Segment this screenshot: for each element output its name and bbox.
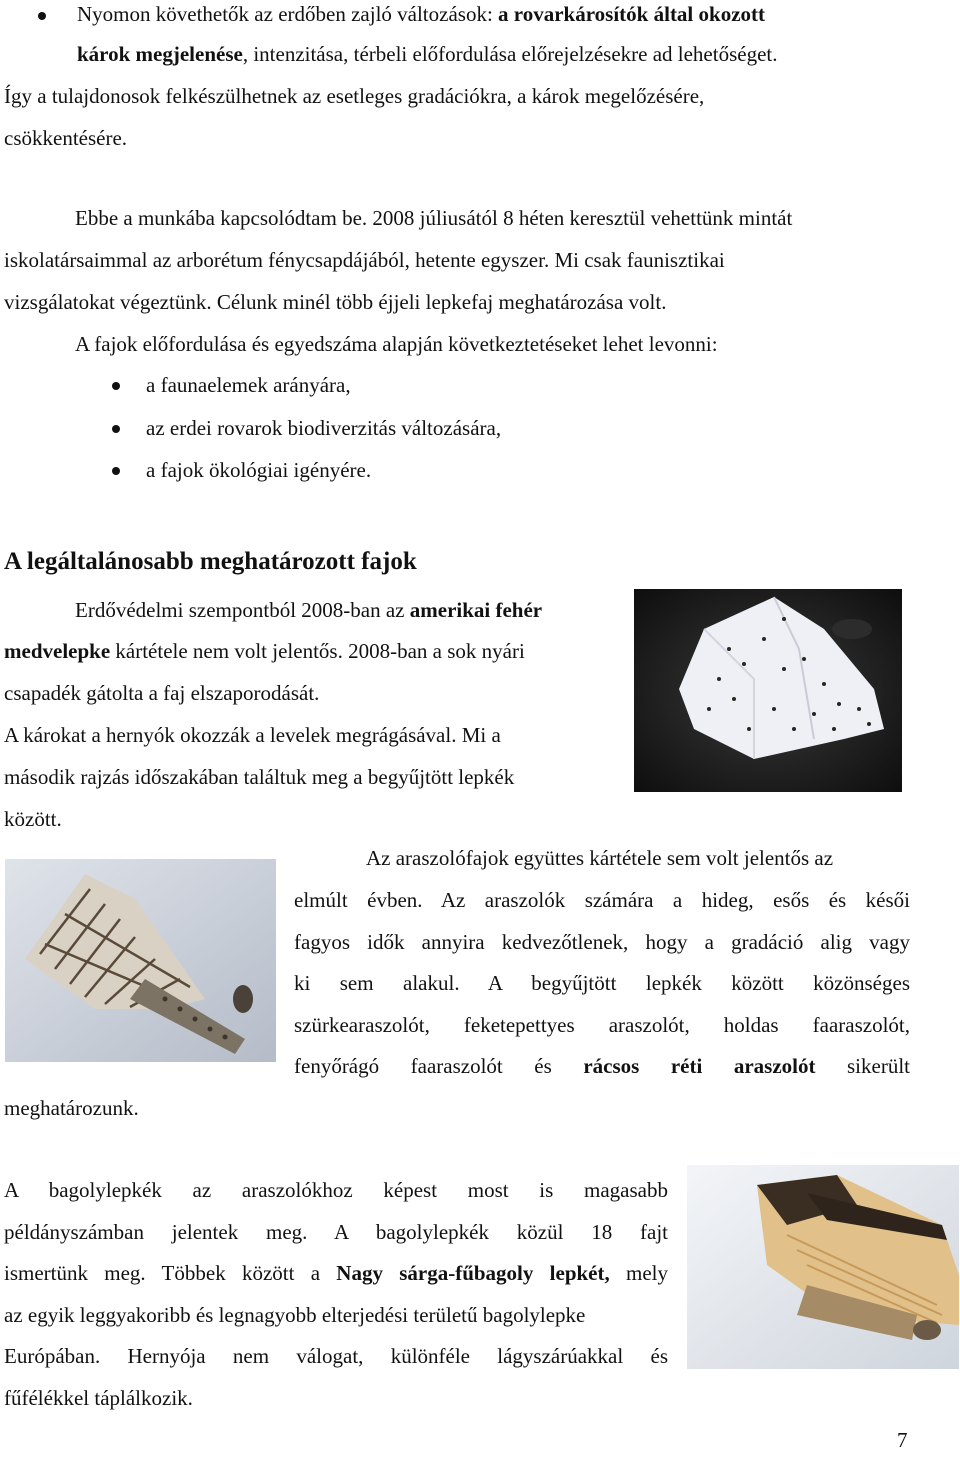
bullet-marker xyxy=(112,425,120,433)
noctuid-line-4: az egyik leggyakoribb és legnagyobb elterjedési területű bagolylepke xyxy=(4,1303,586,1327)
work-line-2: iskolatársaimmal az arborétum fénycsapdájából, hetente egyszer. Mi csak faunisztikai xyxy=(4,248,725,272)
bullet-marker xyxy=(112,467,120,475)
geometrid-line-4: ki sem alakul. A begyűjtött lepkék között közönséges xyxy=(294,971,910,995)
noctuid-line-5: Európában. Hernyója nem válogat, különféle lágyszárúakkal és xyxy=(4,1344,668,1368)
webworm-line-4: A károkat a hernyók okozzák a levelek megrágásával. Mi a xyxy=(4,723,501,747)
noctuid-line-2: példányszámban jelentek meg. A bagolylepkék közül 18 fajt xyxy=(4,1220,668,1244)
conclusion-item: a faunaelemek arányára, xyxy=(146,373,351,397)
bullet-marker xyxy=(38,12,46,20)
geometrid-line-2: elmúlt évben. Az araszolók számára a hideg, esős és késői xyxy=(294,888,910,912)
work-line-1: Ebbe a munkába kapcsolódtam be. 2008 júliusától 8 héten keresztül vehettünk mintát xyxy=(75,206,793,230)
work-line-3: vizsgálatokat végeztünk. Célunk minél több éjjeli lepkefaj meghatározása volt. xyxy=(4,290,667,314)
webworm-line-5: második rajzás időszakában találtuk meg a begyűjtött lepkék xyxy=(4,765,515,789)
geometrid-moth-photo xyxy=(5,859,276,1062)
noctuid-line-1: A bagolylepkék az araszolókhoz képest most is magasabb xyxy=(4,1178,668,1202)
geometrid-moth-illustration xyxy=(5,859,276,1062)
noctuid-line-6: fűfélékkel táplálkozik. xyxy=(4,1386,193,1410)
webworm-line-3: csapadék gátolta a faj elszaporodását. xyxy=(4,681,320,705)
geometrid-line-3: fagyos idők annyira kedvezőtlenek, hogy a gradáció alig vagy xyxy=(294,930,910,954)
noctuid-moth-illustration xyxy=(687,1165,959,1369)
webworm-line-1: Erdővédelmi szempontból 2008-ban az amerikai fehér xyxy=(75,598,543,622)
intro-line-4: csökkentésére. xyxy=(4,126,128,150)
webworm-line-6: között. xyxy=(4,807,62,831)
white-moth-photo xyxy=(634,589,902,792)
noctuid-moth-photo xyxy=(687,1165,959,1369)
noctuid-line-3: ismertünk meg. Többek között a Nagy sárga-fűbagoly lepkét, mely xyxy=(4,1261,669,1285)
geometrid-line-7: meghatározunk. xyxy=(4,1096,139,1120)
conclusion-item: az erdei rovarok biodiverzitás változására, xyxy=(146,416,502,440)
intro-line-2: károk megjelenése, intenzitása, térbeli előfordulása előrejelzésekre ad lehetőséget. xyxy=(77,42,778,66)
white-moth-illustration xyxy=(634,589,902,792)
geometrid-line-1: Az araszolófajok együttes kártétele sem volt jelentős az xyxy=(366,846,834,870)
geometrid-line-5: szürkearaszolót, feketepettyes araszolót, holdas faaraszolót, xyxy=(294,1013,910,1037)
section-title: A legáltalánosabb meghatározott fajok xyxy=(4,548,417,575)
bullet-marker xyxy=(112,382,120,390)
intro-line-3: Így a tulajdonosok felkészülhetnek az esetleges gradációkra, a károk megelőzésére, xyxy=(4,84,705,108)
intro-line-1: Nyomon követhetők az erdőben zajló változások: a rovarkárosítók által okozott xyxy=(77,2,766,26)
conclusion-item: a fajok ökológiai igényére. xyxy=(146,458,372,482)
webworm-line-2: medvelepke kártétele nem volt jelentős. 2008-ban a sok nyári xyxy=(4,639,525,663)
page-number: 7 xyxy=(897,1428,908,1452)
work-line-4: A fajok előfordulása és egyedszáma alapján következtetéseket lehet levonni: xyxy=(75,332,718,356)
geometrid-line-6: fenyőrágó faaraszolót és rácsos réti araszolót sikerült xyxy=(294,1054,910,1078)
